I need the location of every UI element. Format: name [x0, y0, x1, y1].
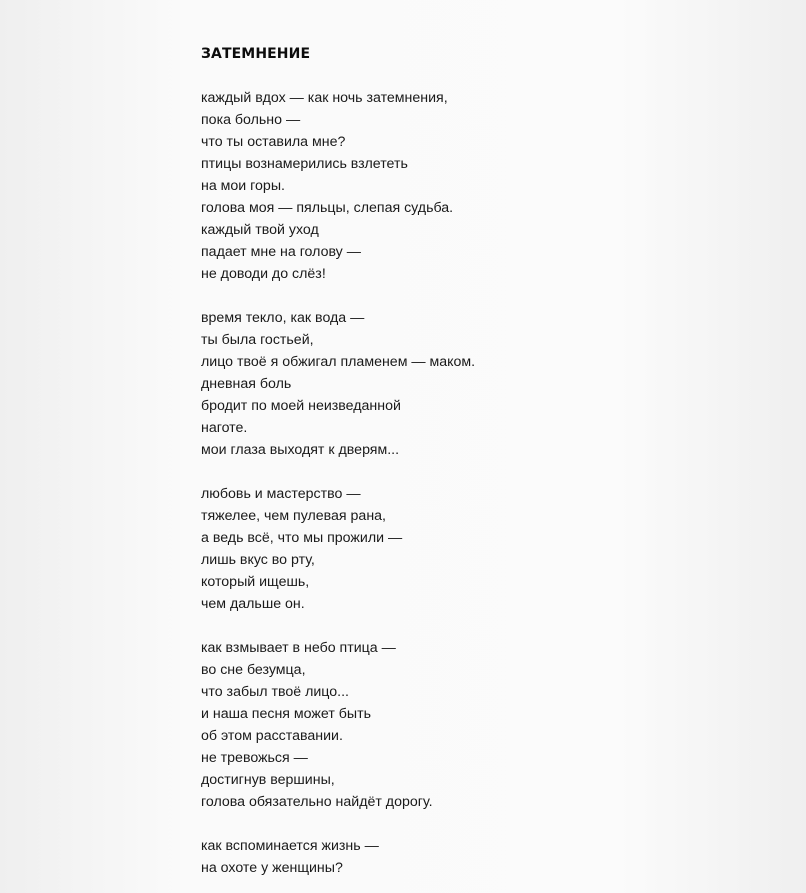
poem-line: на мои горы.	[201, 178, 285, 194]
poem-line: достигнув вершины,	[201, 772, 335, 788]
poem-line: наготе.	[201, 420, 248, 436]
poem-line: не доводи до слёз!	[201, 266, 326, 282]
poem-stanza	[201, 637, 761, 813]
poem-line: мои глаза выходят к дверям...	[201, 442, 400, 458]
poem-line: каждый твой уход	[201, 222, 319, 238]
poem-line: голова обязательно найдёт дорогу.	[201, 794, 433, 810]
poem-line: голова моя — пяльцы, слепая судьба.	[201, 200, 454, 216]
poem-line: ты была гостьей,	[201, 332, 314, 348]
poem-line: чем дальше он.	[201, 596, 305, 612]
poem-stanza	[201, 307, 761, 461]
poem-line: дневная боль	[201, 376, 292, 392]
poem-line: а ведь всё, что мы прожили —	[201, 530, 403, 546]
poem-stanza	[201, 483, 761, 615]
poem-line: падает мне на голову —	[201, 244, 361, 260]
poem-line: как взмывает в небо птица —	[201, 640, 396, 656]
poem-line: что ты оставила мне?	[201, 134, 346, 150]
poem-line: тяжелее, чем пулевая рана,	[201, 508, 386, 524]
poem-line: лицо твоё я обжигал пламенем — маком.	[201, 354, 476, 370]
poem-line: и наша песня может быть	[201, 706, 371, 722]
poem-line: на охоте у женщины?	[201, 860, 343, 876]
poem-line: который ищешь,	[201, 574, 310, 590]
poem-line: во сне безумца,	[201, 662, 306, 678]
poem-line: об этом расставании.	[201, 728, 343, 744]
poem-line: бродит по моей неизведанной	[201, 398, 401, 414]
poem-line: не тревожься —	[201, 750, 308, 766]
poem-line: что забыл твоё лицо...	[201, 684, 349, 700]
poem-line: лишь вкус во рту,	[201, 552, 315, 568]
poem-line: каждый вдох — как ночь затемнения,	[201, 90, 448, 106]
poem-stanza	[201, 835, 761, 879]
poem-line: время текло, как вода —	[201, 310, 365, 326]
poem-stanza	[201, 87, 761, 285]
poem-line: любовь и мастерство —	[201, 486, 361, 502]
poem-body	[201, 87, 761, 879]
poem-line: птицы вознамерились взлететь	[201, 156, 408, 172]
poem-article	[201, 42, 761, 893]
poem-line: как вспоминается жизнь —	[201, 838, 379, 854]
poem-title: ЗАТЕМНЕНИЕ	[201, 46, 311, 62]
poem-line: пока больно —	[201, 112, 301, 128]
